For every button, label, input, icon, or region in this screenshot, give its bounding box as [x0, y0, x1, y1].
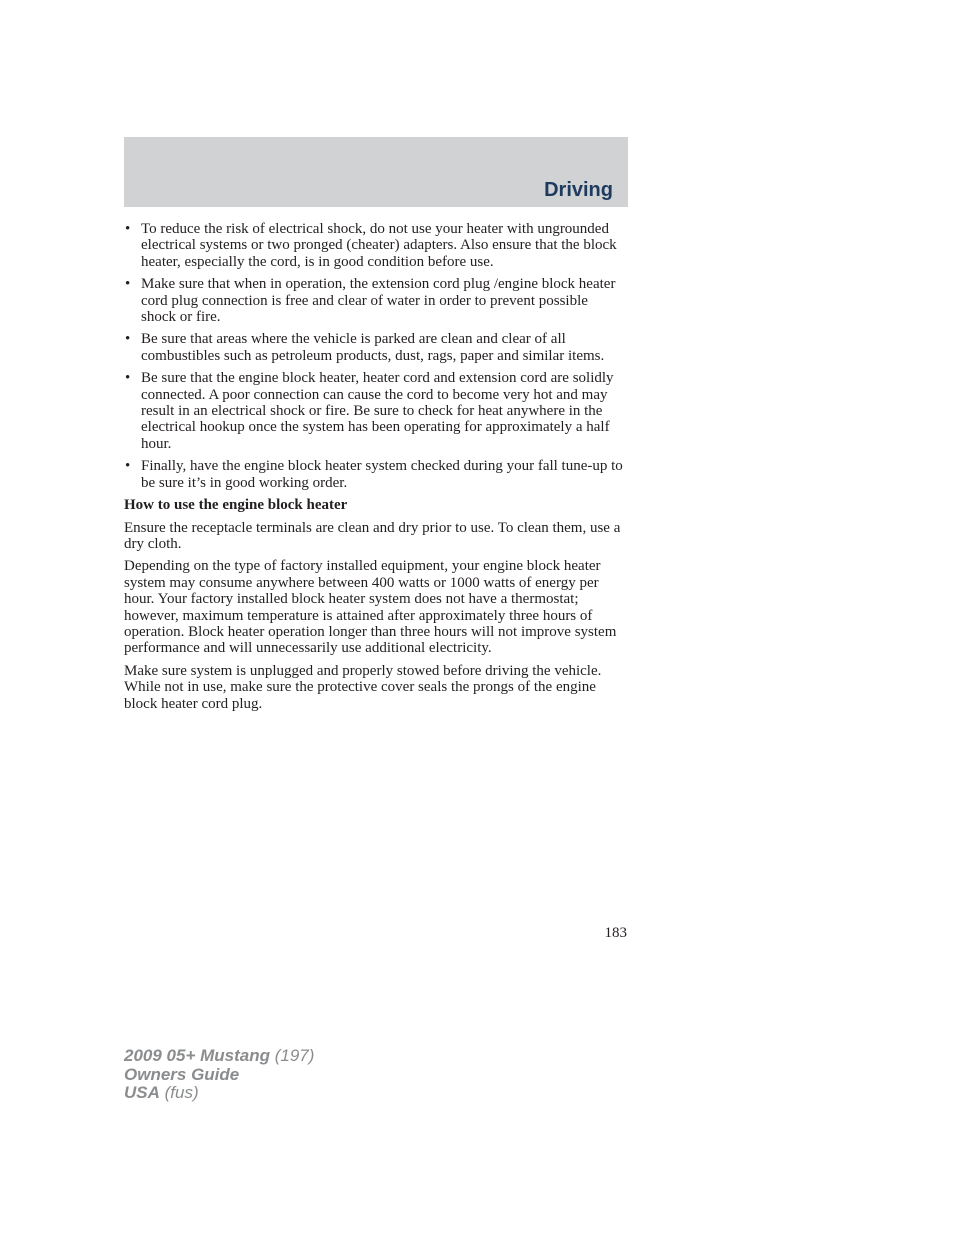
bullet-item — [124, 276, 624, 325]
bullet-item — [124, 331, 624, 364]
footer-market-code: (fus) — [159, 1083, 199, 1102]
bullet-text: Be sure that areas where the vehicle is parked are clean and clear of all combustibles such as petroleum products, dust, rags, paper and similar items. — [141, 331, 605, 364]
footer-line-2 — [124, 1066, 314, 1085]
bullet-item — [124, 221, 624, 270]
bullet-marker: • — [125, 370, 131, 387]
section-title: Driving — [544, 179, 613, 201]
footer-model-code: (197) — [270, 1046, 315, 1065]
footer-guide-title: Owners Guide — [124, 1064, 240, 1084]
paragraph: Make sure system is unplugged and properly stowed before driving the vehicle. While not in use, make sure the protective cover seals the prongs of the engine block heater cord plug. — [124, 662, 602, 712]
bullet-text: Finally, have the engine block heater system checked during your fall tune-up to be sure it’s in good working order. — [141, 458, 623, 491]
bullet-item — [124, 370, 624, 452]
bullet-text: To reduce the risk of electrical shock, do not use your heater with ungrounded electrical systems or two pronged (cheater) adapters. Also ensure that the block heater, especially the cord, is in good condition before use. — [141, 221, 617, 270]
footer-line-1 — [124, 1047, 314, 1066]
section-header-band — [124, 137, 628, 207]
bullet-marker: • — [125, 276, 131, 293]
safety-bullet-list — [124, 221, 624, 491]
footer-market: USA — [124, 1083, 160, 1102]
bullet-marker: • — [125, 331, 131, 348]
footer-line-3 — [124, 1084, 314, 1103]
bullet-marker: • — [125, 458, 131, 475]
footer-model: 2009 05+ Mustang — [124, 1046, 270, 1065]
bullet-item — [124, 458, 624, 491]
document-footer — [124, 1047, 314, 1103]
subheading: How to use the engine block heater — [124, 497, 348, 514]
bullet-marker: • — [125, 221, 131, 237]
page-content — [124, 221, 624, 718]
paragraph: Ensure the receptacle terminals are clean and dry prior to use. To clean them, use a dry cloth. — [124, 519, 621, 552]
bullet-text: Be sure that the engine block heater, heater cord and extension cord are solidly connected. A poor connection can cause the cord to become very hot and may result in an electrical shock or fire. Be sure to check for heat anywhere in the electrical hookup once the system has been operating for approximately a half hour. — [141, 370, 614, 452]
page-number: 183 — [604, 925, 627, 941]
paragraph: Depending on the type of factory installed equipment, your engine block heater system may consume anywhere between 400 watts or 1000 watts of energy per hour. Your factory installed block heater system does not have a thermostat; however, maximum temperature is attained after approximately three hours of operation. Block heater operation longer than three hours will not improve system performance and will unnecessarily use additional electricity. — [124, 558, 617, 657]
bullet-text: Make sure that when in operation, the extension cord plug /engine block heater cord plug connection is free and clear of water in order to prevent possible shock or fire. — [141, 276, 616, 326]
